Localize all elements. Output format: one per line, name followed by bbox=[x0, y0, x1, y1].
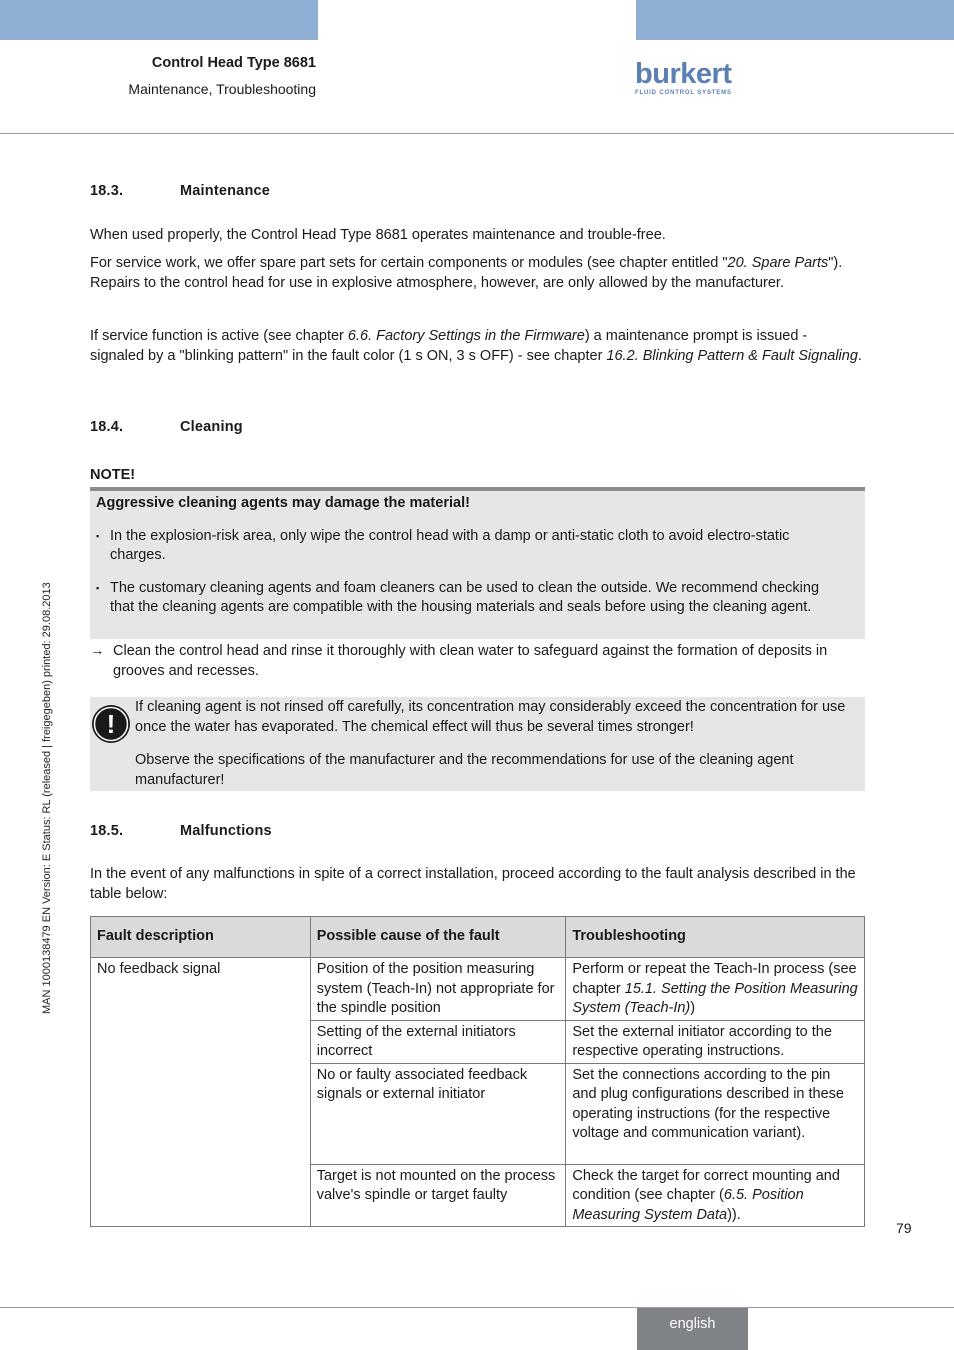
malfunctions-intro: In the event of any malfunctions in spite of a correct installation, proceed according to the fault analysis described in the table below: bbox=[90, 866, 856, 902]
maintenance-paragraph-2: For service work, we offer spare part sets for certain components or modules (see chapter entitled "20. Spare Parts"). Repairs to the control head for use in explosive atmosphere, however, are only allowed by the manufacturer. bbox=[90, 255, 843, 291]
page-number: 79 bbox=[896, 1220, 912, 1236]
header-troubleshooting: Troubleshooting bbox=[566, 917, 865, 958]
header-divider bbox=[0, 133, 954, 134]
document-title: Control Head Type 8681 bbox=[151, 55, 316, 71]
logo-tagline: FLUID CONTROL SYSTEMS bbox=[635, 90, 731, 96]
note-box bbox=[90, 487, 865, 639]
warning-text-2: Observe the specifications of the manufacturer and the recommendations for use of the cleaning agent manufacturer! bbox=[135, 752, 794, 788]
header-bar-right bbox=[636, 0, 954, 40]
language-tab: english bbox=[637, 1308, 748, 1350]
section-heading-malfunctions: 18.5. Malfunctions bbox=[90, 823, 272, 839]
cause-cell: No or faulty associated feedback signals or external initiator bbox=[310, 1063, 566, 1164]
logo-wordmark: burkert bbox=[635, 58, 732, 90]
maintenance-paragraph-3: If service function is active (see chapter 6.6. Factory Settings in the Firmware) a maintenance prompt is issued - signaled by a "blinking pattern" in the fault color (1 s ON, 3 s OFF) - see chapter 16.2. Blinking Pattern & Fault Signaling. bbox=[90, 328, 862, 364]
header-possible-cause: Possible cause of the fault bbox=[310, 917, 566, 958]
fault-cell: No feedback signal bbox=[91, 958, 311, 1227]
warning-text-1: If cleaning agent is not rinsed off carefully, its concentration may considerably exceed the concentration for use once the water has evaporated. The chemical effect will thus be several times stronger! bbox=[135, 699, 846, 735]
chapter-link-position-data[interactable]: 6.5. Position Measuring System Data bbox=[572, 1187, 804, 1223]
header-fault-description: Fault description bbox=[91, 917, 311, 958]
header-bar-left bbox=[0, 0, 318, 40]
chapter-link-blinking-pattern[interactable]: 16.2. Blinking Pattern & Fault Signaling bbox=[606, 347, 858, 364]
document-status-note: MAN 1000138479 EN Version: E Status: RL (released | freigegeben) printed: 29.08.2013 bbox=[41, 582, 53, 1014]
arrow-right-icon: → bbox=[90, 643, 105, 659]
section-heading-cleaning: 18.4. Cleaning bbox=[90, 419, 243, 435]
warning-box bbox=[90, 697, 865, 791]
fix-cell: Perform or repeat the Teach-In process (see chapter 15.1. Setting the Position Measuring System (Teach-In)) bbox=[566, 958, 865, 1021]
fault-analysis-table bbox=[90, 916, 865, 1227]
document-subtitle: Maintenance, Troubleshooting bbox=[128, 81, 316, 97]
burkert-logo bbox=[635, 57, 735, 97]
note-label: NOTE! bbox=[90, 467, 136, 483]
svg-text:!: ! bbox=[106, 709, 116, 739]
cleaning-instruction: → Clean the control head and rinse it thoroughly with clean water to safeguard against the formation of deposits in grooves and recesses. bbox=[90, 643, 828, 679]
fix-cell: Set the connections according to the pin and plug configurations described in these operating instructions (for the respective voltage and communication variant). bbox=[566, 1063, 865, 1164]
note-bullet-2: ▪ The customary cleaning agents and foam cleaners can be used to clean the outside. We recommend checking that the cleaning agents are compatible with the housing materials and seals before using the cleaning agent. bbox=[90, 579, 865, 618]
chapter-link-factory-settings[interactable]: 6.6. Factory Settings in the Firmware bbox=[347, 328, 585, 344]
fix-cell: Check the target for correct mounting and condition (see chapter (6.5. Position Measuring System Data)). bbox=[566, 1164, 865, 1227]
section-heading-maintenance: 18.3. Maintenance bbox=[90, 183, 271, 199]
footer-divider bbox=[0, 1307, 954, 1308]
table-row bbox=[91, 958, 865, 1021]
exclamation-warning-icon bbox=[90, 703, 132, 745]
cause-cell: Target is not mounted on the process valve's spindle or target faulty bbox=[310, 1164, 566, 1227]
table-header-row bbox=[91, 917, 865, 958]
cause-cell: Position of the position measuring system (Teach-In) not appropriate for the spindle position bbox=[310, 958, 566, 1021]
cause-cell: Setting of the external initiators incorrect bbox=[310, 1020, 566, 1063]
note-heading: Aggressive cleaning agents may damage the material! bbox=[96, 495, 470, 511]
chapter-link-spare-parts[interactable]: 20. Spare Parts bbox=[727, 255, 829, 271]
note-bullet-1: ▪ In the explosion-risk area, only wipe the control head with a damp or anti-static cloth to avoid electro-static charges. bbox=[90, 527, 865, 566]
fix-cell: Set the external initiator according to the respective operating instructions. bbox=[566, 1020, 865, 1063]
maintenance-paragraph-1: When used properly, the Control Head Type 8681 operates maintenance and trouble-free. bbox=[90, 227, 666, 243]
chapter-link-teach-in[interactable]: 15.1. Setting the Position Measuring System (Teach-In) bbox=[572, 980, 858, 1016]
